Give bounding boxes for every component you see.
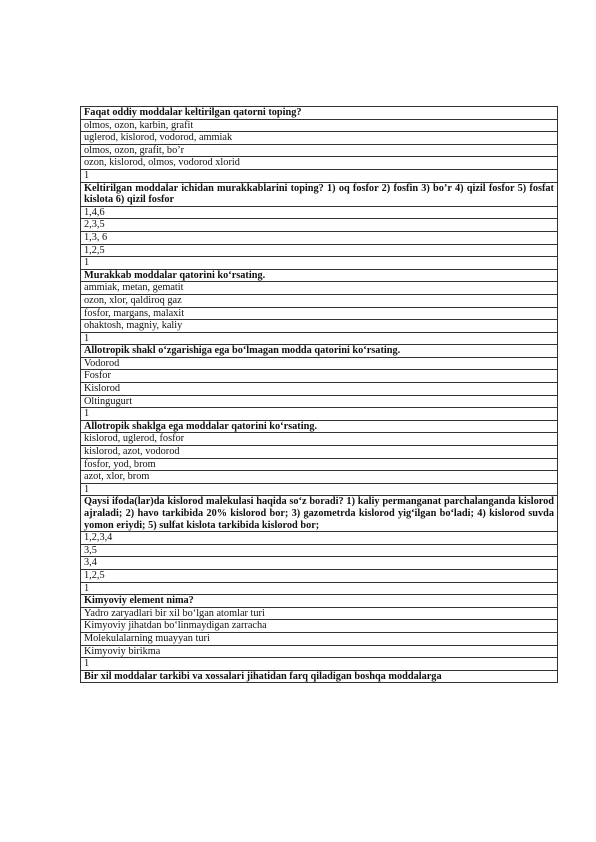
answer-option-row xyxy=(81,282,558,295)
question-text-row xyxy=(81,420,558,433)
answer-option-row xyxy=(81,433,558,446)
answer-option-row xyxy=(81,320,558,333)
question-text: Qaysi ifoda(lar)da kislorod malekulasi haqida soʻz boradi? 1) kaliy permanganat parchalanganda kislorod ajraladi; 2) havo tarkibida 20% kislorod bor; 3) gazometrda kislorod yigʻilgan boʻladi; 4) kislorod suvda yomon eriydi; 5) sulfat kislota tarkibida kislorod bor; xyxy=(81,496,558,532)
answer-key-row xyxy=(81,332,558,345)
answer-option: Molekulalarning muayyan turi xyxy=(81,632,558,645)
answer-key: 1 xyxy=(81,332,558,345)
answer-option-row xyxy=(81,294,558,307)
question-text-row xyxy=(81,595,558,608)
answer-option-row xyxy=(81,119,558,132)
answer-key: 1 xyxy=(81,408,558,421)
answer-option-row xyxy=(81,458,558,471)
answer-option-row xyxy=(81,206,558,219)
quiz-table-body xyxy=(81,107,558,683)
answer-option: fosfor, margans, malaxit xyxy=(81,307,558,320)
answer-option: uglerod, kislorod, vodorod, ammiak xyxy=(81,132,558,145)
quiz-table xyxy=(80,106,558,683)
question-text: Allotropik shakl oʻzgarishiga ega boʻlmagan modda qatorini koʻrsating. xyxy=(81,345,558,358)
answer-key-row xyxy=(81,169,558,182)
answer-option-row xyxy=(81,357,558,370)
answer-key: 1 xyxy=(81,483,558,496)
answer-option-row xyxy=(81,307,558,320)
question-text: Murakkab moddalar qatorini koʻrsating. xyxy=(81,269,558,282)
answer-key-row xyxy=(81,658,558,671)
answer-option-row xyxy=(81,244,558,257)
answer-option-row xyxy=(81,544,558,557)
answer-option: olmos, ozon, grafit, bo’r xyxy=(81,144,558,157)
answer-key-row xyxy=(81,408,558,421)
answer-option-row xyxy=(81,632,558,645)
answer-option-row xyxy=(81,569,558,582)
answer-option: Kislorod xyxy=(81,383,558,396)
answer-option-row xyxy=(81,383,558,396)
answer-option: 1,2,5 xyxy=(81,244,558,257)
answer-option-row xyxy=(81,557,558,570)
answer-option: 1,2,5 xyxy=(81,569,558,582)
answer-option: ozon, xlor, qaldiroq gaz xyxy=(81,294,558,307)
answer-option: Yadro zaryadlari bir xil boʻlgan atomlar turi xyxy=(81,607,558,620)
question-text-row xyxy=(81,496,558,532)
answer-option-row xyxy=(81,395,558,408)
answer-option: kislorod, uglerod, fosfor xyxy=(81,433,558,446)
question-text-row xyxy=(81,107,558,120)
answer-option-row xyxy=(81,144,558,157)
answer-key: 1 xyxy=(81,582,558,595)
answer-option-row xyxy=(81,219,558,232)
answer-option-row xyxy=(81,532,558,545)
answer-option: ohaktosh, magniy, kaliy xyxy=(81,320,558,333)
answer-option-row xyxy=(81,446,558,459)
answer-option-row xyxy=(81,607,558,620)
answer-option: 1,2,3,4 xyxy=(81,532,558,545)
question-text-row xyxy=(81,345,558,358)
answer-option: kislorod, azot, vodorod xyxy=(81,446,558,459)
answer-option-row xyxy=(81,471,558,484)
answer-key-row xyxy=(81,582,558,595)
answer-key-row xyxy=(81,257,558,270)
answer-option: Kimyoviy birikma xyxy=(81,645,558,658)
question-text: Kimyoviy element nima? xyxy=(81,595,558,608)
answer-option-row xyxy=(81,620,558,633)
answer-option: 1,4,6 xyxy=(81,206,558,219)
answer-option: olmos, ozon, karbin, grafit xyxy=(81,119,558,132)
answer-key: 1 xyxy=(81,169,558,182)
question-text: Bir xil moddalar tarkibi va xossalari jihatidan farq qiladigan boshqa moddalarga xyxy=(81,670,558,683)
question-text-row xyxy=(81,182,558,206)
answer-key-row xyxy=(81,483,558,496)
answer-option: 2,3,5 xyxy=(81,219,558,232)
question-text: Allotropik shaklga ega moddalar qatorini koʻrsating. xyxy=(81,420,558,433)
answer-option: 1,3, 6 xyxy=(81,231,558,244)
answer-option: azot, xlor, brom xyxy=(81,471,558,484)
question-text: Faqat oddiy moddalar keltirilgan qatorni toping? xyxy=(81,107,558,120)
question-text-row xyxy=(81,269,558,282)
answer-option-row xyxy=(81,132,558,145)
answer-key: 1 xyxy=(81,257,558,270)
answer-option: 3,5 xyxy=(81,544,558,557)
answer-key: 1 xyxy=(81,658,558,671)
answer-option: Vodorod xyxy=(81,357,558,370)
answer-option: Oltingugurt xyxy=(81,395,558,408)
answer-option: Fosfor xyxy=(81,370,558,383)
question-text: Keltirilgan moddalar ichidan murakkablarini toping? 1) oq fosfor 2) fosfin 3) bo’r 4) qizil fosfor 5) fosfat kislota 6) qizil fosfor xyxy=(81,182,558,206)
answer-option-row xyxy=(81,157,558,170)
answer-option: Kimyoviy jihatdan boʻlinmaydigan zarracha xyxy=(81,620,558,633)
answer-option: ammiak, metan, gematit xyxy=(81,282,558,295)
answer-option: fosfor, yod, brom xyxy=(81,458,558,471)
question-text-row xyxy=(81,670,558,683)
answer-option: 3,4 xyxy=(81,557,558,570)
answer-option-row xyxy=(81,645,558,658)
answer-option: ozon, kislorod, olmos, vodorod xlorid xyxy=(81,157,558,170)
answer-option-row xyxy=(81,370,558,383)
answer-option-row xyxy=(81,231,558,244)
